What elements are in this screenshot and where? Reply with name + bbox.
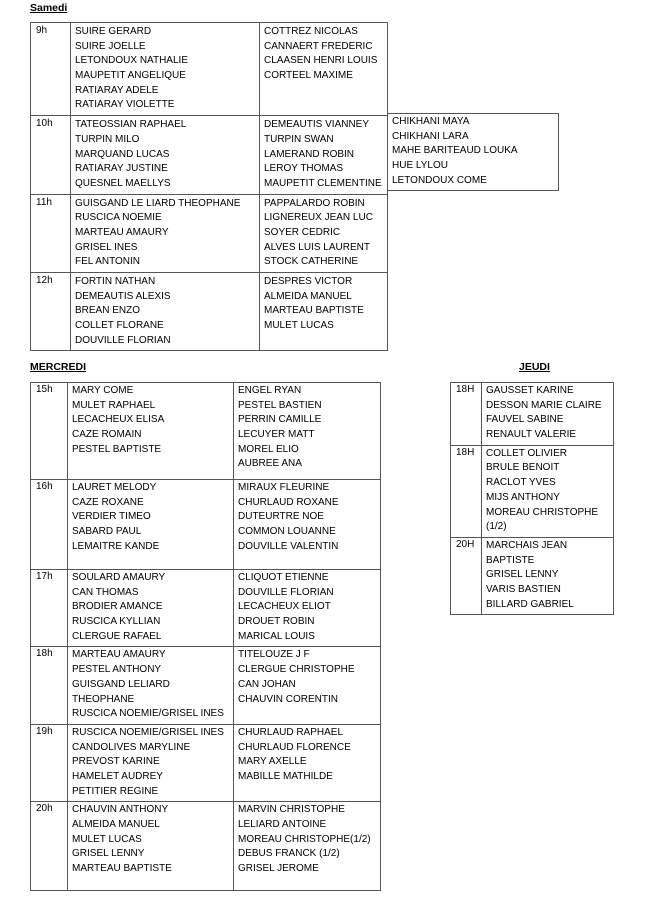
participant-name: LEMAITRE KANDE (72, 540, 160, 552)
participant-name: LECACHEUX ELIOT (238, 601, 331, 613)
mercredi-schedule-table (30, 382, 381, 891)
participant-name: LELIARD ANTOINE (238, 819, 327, 830)
names-cell (234, 480, 381, 570)
mercredi-heading: MERCREDI (30, 361, 87, 373)
participant-name: CHAUVIN ANTHONY (72, 804, 169, 816)
participant-name: CAN JOHAN (238, 678, 296, 690)
participant-name: STOCK CATHERINE (264, 256, 359, 268)
participant-name: SUIRE GERARD (75, 26, 152, 37)
participant-name: BRODIER AMANCE (72, 601, 163, 613)
participant-name: MAUPETIT ANGELIQUE (75, 70, 186, 82)
names-cell (68, 480, 234, 570)
names-cell (388, 114, 559, 191)
time-slot-row (31, 480, 381, 570)
participant-name: RATIARAY JUSTINE (75, 163, 168, 175)
time-slot-row (31, 724, 381, 801)
participant-name: RACLOT YVES (486, 477, 556, 489)
names-cell (234, 724, 381, 801)
names-cell (68, 724, 234, 801)
time-slot-label: 16h (31, 480, 68, 570)
participant-name: COMMON LOUANNE (238, 526, 336, 538)
participant-name: CHURLAUD ROXANE (238, 496, 339, 508)
participant-name: MOREL ELIO (238, 443, 299, 455)
participant-name: SOULARD AMAURY (72, 572, 166, 583)
participant-name: PESTEL BAPTISTE (72, 443, 162, 455)
time-slot-label: 20H (451, 537, 482, 614)
names-cell (71, 116, 260, 194)
participant-name: PESTEL ANTHONY (72, 664, 162, 676)
time-slot-label: 17h (31, 570, 68, 647)
participant-name: CLIQUOT ETIENNE (238, 572, 329, 583)
participant-name: LETONDOUX COME (392, 174, 487, 186)
participant-name: BILLARD GABRIEL (486, 598, 574, 610)
participant-name: TURPIN MILO (75, 133, 140, 145)
time-slot-label: 19h (31, 724, 68, 801)
time-slot-label: 18H (451, 445, 482, 537)
participant-name: PREVOST KARINE (72, 756, 160, 768)
participant-name: CHAUVIN CORENTIN (238, 693, 339, 705)
participant-name: MIRAUX FLEURINE (238, 482, 330, 493)
participant-name: ALMEIDA MANUEL (72, 819, 160, 830)
names-cell (68, 383, 234, 480)
participant-name: ALVES LUIS LAURENT (264, 241, 370, 253)
participant-name: MARTEAU BAPTISTE (264, 305, 364, 317)
participant-name: SABARD PAUL (72, 526, 142, 538)
names-cell (68, 802, 234, 891)
participant-name: DOUVILLE FLORIAN (75, 334, 171, 346)
participant-name: RUSCICA NOEMIE/GRISEL INES (72, 708, 224, 720)
participant-name: LECUYER MATT (238, 429, 315, 441)
participant-name: LIGNEREUX JEAN LUC (264, 212, 373, 224)
participant-name: RATIARAY VIOLETTE (75, 99, 175, 111)
participant-name: DESSON MARIE CLAIRE (486, 399, 602, 411)
participant-name: MARY COME (72, 385, 134, 396)
time-slot-row (31, 116, 388, 194)
participant-name: LETONDOUX NATHALIE (75, 55, 188, 67)
participant-name: LAMERAND ROBIN (264, 148, 355, 160)
names-cell (260, 194, 388, 272)
participant-name: GUISGAND LELIARD (72, 678, 170, 690)
names-cell (482, 383, 614, 446)
participant-name: DEBUS FRANCK (1/2) (238, 848, 340, 860)
participant-name: FORTIN NATHAN (75, 276, 156, 287)
participant-name: PETITIER REGINE (72, 785, 159, 797)
participant-name: MARICAL LOUIS (238, 630, 315, 642)
participant-name: GRISEL LENNY (486, 569, 559, 581)
participant-name: TURPIN SWAN (264, 133, 334, 145)
participant-name: RENAULT VALERIE (486, 429, 577, 441)
time-slot-label: 18H (451, 383, 482, 446)
names-cell (68, 647, 234, 724)
time-slot-row (31, 383, 381, 480)
names-cell (71, 273, 260, 351)
time-slot-label: 11h (31, 194, 71, 272)
participant-name: MARTEAU BAPTISTE (72, 863, 172, 875)
participant-name: (1/2) (486, 521, 507, 533)
participant-name: MARTEAU AMAURY (72, 649, 166, 661)
participant-name: MAHE BARITEAUD LOUKA (392, 145, 518, 157)
participant-name: TITELOUZE J F (238, 649, 310, 661)
participant-name: MULET RAPHAEL (72, 399, 156, 411)
jeudi-heading: JEUDI (519, 361, 550, 373)
names-cell (71, 194, 260, 272)
time-slot-label: 12h (31, 273, 71, 351)
participant-name: HUE LYLOU (392, 160, 448, 172)
time-slot-row (31, 802, 381, 891)
time-slot-row (451, 383, 614, 446)
names-cell (482, 537, 614, 614)
time-slot-label: 18h (31, 647, 68, 724)
participant-name: MARCHAIS JEAN (486, 539, 568, 551)
participant-name: QUESNEL MAELLYS (75, 177, 171, 189)
participant-name: MABILLE MATHILDE (238, 770, 333, 782)
participant-name: HAMELET AUDREY (72, 770, 163, 782)
participant-name: MULET LUCAS (264, 320, 334, 332)
participant-name: LAURET MELODY (72, 482, 157, 493)
participant-name: COLLET FLORANE (75, 320, 164, 332)
participant-name: MOREAU CHRISTOPHE(1/2) (238, 833, 371, 845)
participant-name: MARY AXELLE (238, 756, 307, 768)
participant-name: DESPRES VICTOR (264, 276, 353, 287)
participant-name: MAUPETIT CLEMENTINE (264, 177, 382, 189)
names-cell (234, 802, 381, 891)
names-cell (68, 570, 234, 647)
participant-name: CANNAERT FREDERIC (264, 40, 373, 52)
participant-name: BRULE BENOIT (486, 462, 560, 474)
time-slot-row (31, 194, 388, 272)
participant-name: MARVIN CHRISTOPHE (238, 804, 345, 816)
participant-name: RUSCICA KYLLIAN (72, 616, 161, 628)
participant-name: DEMEAUTIS VIANNEY (264, 119, 370, 131)
participant-name: COLLET OLIVIER (486, 447, 567, 459)
participant-name: DROUET ROBIN (238, 616, 315, 628)
time-slot-row (31, 647, 381, 724)
time-slot-row (31, 23, 388, 116)
participant-name: PAPPALARDO ROBIN (264, 197, 365, 209)
participant-name: TATEOSSIAN RAPHAEL (75, 119, 187, 131)
time-slot-row (451, 445, 614, 537)
participant-name: BAPTISTE (486, 554, 535, 566)
participant-name: CORTEEL MAXIME (264, 70, 353, 82)
time-slot-label: 10h (31, 116, 71, 194)
participant-name: CLAASEN HENRI LOUIS (264, 55, 378, 67)
names-cell (234, 383, 381, 480)
time-slot-label: 9h (31, 23, 71, 116)
participant-name: CHIKHANI LARA (392, 130, 469, 142)
participant-name: CAZE ROMAIN (72, 429, 142, 441)
participant-name: GRISEL JEROME (238, 863, 319, 875)
participant-name: CAN THOMAS (72, 586, 139, 598)
samedi-extra-column-table (387, 113, 559, 191)
participant-name: GRISEL INES (75, 241, 138, 253)
participant-name: GUISGAND LE LIARD THEOPHANE (75, 197, 241, 209)
participant-name: GRISEL LENNY (72, 848, 145, 860)
participant-name: MULET LUCAS (72, 833, 142, 845)
participant-name: CHURLAUD FLORENCE (238, 741, 351, 753)
participant-name: DOUVILLE VALENTIN (238, 540, 339, 552)
participant-name: VARIS BASTIEN (486, 583, 561, 595)
participant-name: CHURLAUD RAPHAEL (238, 726, 344, 738)
time-slot-row (451, 537, 614, 614)
participant-name: LECACHEUX ELISA (72, 414, 165, 426)
names-cell (234, 647, 381, 724)
participant-name: THEOPHANE (72, 693, 135, 705)
participant-name: CLERGUE RAFAEL (72, 630, 162, 642)
participant-name: CLERGUE CHRISTOPHE (238, 664, 355, 676)
participant-name: LEROY THOMAS (264, 163, 344, 175)
participant-name: FEL ANTONIN (75, 256, 141, 268)
samedi-heading: Samedi (30, 2, 68, 14)
participant-name: DOUVILLE FLORIAN (238, 586, 334, 598)
participant-name: DEMEAUTIS ALEXIS (75, 290, 171, 302)
participant-name: GAUSSET KARINE (486, 385, 574, 396)
jeudi-schedule-table (450, 382, 614, 615)
time-slot-label: 15h (31, 383, 68, 480)
participant-name: MOREAU CHRISTOPHE (486, 506, 599, 518)
names-cell (260, 116, 388, 194)
names-cell (71, 23, 260, 116)
participant-name: ENGEL RYAN (238, 385, 302, 396)
participant-name: AUBREE ANA (238, 458, 302, 470)
participant-name: CANDOLIVES MARYLINE (72, 741, 191, 753)
participant-name: COTTREZ NICOLAS (264, 26, 358, 37)
names-cell (234, 570, 381, 647)
participant-name: CHIKHANI MAYA (392, 116, 470, 127)
participant-name: RATIARAY ADELE (75, 84, 159, 96)
time-slot-row (388, 114, 559, 191)
participant-name: MARQUAND LUCAS (75, 148, 170, 160)
participant-name: SUIRE JOELLE (75, 40, 146, 52)
participant-name: SOYER CEDRIC (264, 226, 341, 238)
participant-name: ALMEIDA MANUEL (264, 290, 352, 302)
names-cell (260, 23, 388, 116)
participant-name: CAZE ROXANE (72, 496, 144, 508)
time-slot-label: 20h (31, 802, 68, 891)
participant-name: MIJS ANTHONY (486, 491, 560, 503)
time-slot-row (31, 570, 381, 647)
participant-name: PESTEL BASTIEN (238, 399, 322, 411)
participant-name: MARTEAU AMAURY (75, 226, 169, 238)
participant-name: FAUVEL SABINE (486, 414, 564, 426)
participant-name: RUSCICA NOEMIE/GRISEL INES (72, 726, 224, 738)
participant-name: RUSCICA NOEMIE (75, 212, 162, 224)
samedi-schedule-table (30, 22, 388, 351)
participant-name: BREAN ENZO (75, 305, 141, 317)
participant-name: PERRIN CAMILLE (238, 414, 322, 426)
names-cell (482, 445, 614, 537)
time-slot-row (31, 273, 388, 351)
names-cell (260, 273, 388, 351)
participant-name: VERDIER TIMEO (72, 511, 151, 523)
participant-name: DUTEURTRE NOE (238, 511, 324, 523)
